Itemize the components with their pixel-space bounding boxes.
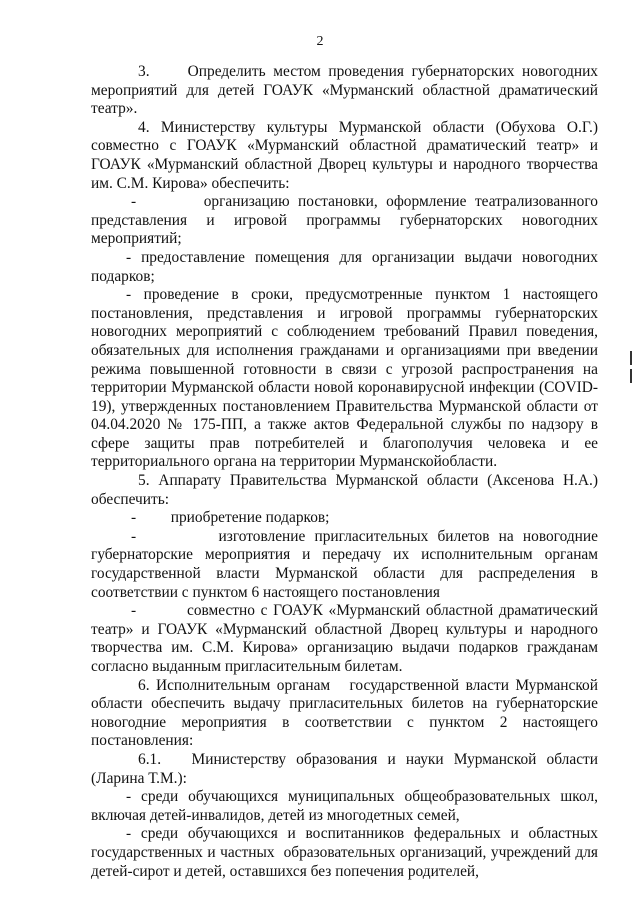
margin-mark — [630, 369, 632, 383]
document-body — [91, 63, 598, 881]
paragraph: 3. Определить местом проведения губернаторских новогодних мероприятий для детей ГОАУК «Мурманский областной драматический театр». — [91, 63, 598, 118]
paragraph: - среди обучающихся и воспитанников федеральных и областных государственных и частных образовательных организаций, учреждений для детей-сирот и детей, оставшихся без попечения родителей, — [91, 825, 598, 880]
paragraph: - организацию постановки, оформление театрализованного представления и игровой программы губернаторских новогодних мероприятий; — [91, 193, 598, 248]
paragraph: - среди обучающихся муниципальных общеобразовательных школ, включая детей-инвалидов, детей из многодетных семей, — [91, 788, 598, 824]
margin-mark — [630, 351, 632, 365]
paragraph: - предоставление помещения для организации выдачи новогодних подарков; — [91, 248, 598, 285]
paragraph: 6.1. Министерству образования и науки Мурманской области (Ларина Т.М.): — [91, 750, 598, 787]
paragraph: - проведение в сроки, предусмотренные пунктом 1 настоящего постановления, представления и игровой программы губернаторских новогодних мероприятий с соблюдением требований Правил поведения, обязательных для исполнения гражданами и организациями при введении режима повышенной готовности в связи с угрозой распространения на территории Мурманской области новой коронавирусной инфекции (COVID-19), утвержденных постановлением Правительства Мурманской области от 04.04.2020 № 175-ПП, а также актов Федеральной службы по надзору в сфере защиты прав потребителей и благополучия человека и ее территориального органа на территории Мурманскойобласти. — [91, 286, 598, 471]
paragraph: - совместно с ГОАУК «Мурманский областной драматический театр» и ГОАУК «Мурманский областной Дворец культуры и народного творчества им. С.М. Кирова» организацию выдачи подарков гражданам согласно выданным пригласительным билетам. — [91, 602, 598, 675]
page-number: 2 — [316, 34, 324, 49]
paragraph: 5. Аппарату Правительства Мурманской области (Аксенова Н.А.) обеспечить: — [91, 472, 598, 508]
paragraph: 6. Исполнительным органам государственной власти Мурманской области обеспечить выдачу пригласительных билетов на губернаторские новогодние мероприятия в соответствии с пунктом 2 настоящего постановления: — [91, 676, 598, 750]
paragraph: 4. Министерству культуры Мурманской области (Обухова О.Г.) совместно с ГОАУК «Мурманский областной драматический театр» и ГОАУК «Мурманский областной Дворец культуры и народного творчества им. С.М. Кирова» обеспечить: — [91, 118, 598, 192]
paragraph: - приобретение подарков; — [131, 509, 330, 527]
paragraph: - изготовление пригласительных билетов на новогодние губернаторские мероприятия и передачу их исполнительным органам государственной власти Мурманской области для распределения в соответствии с пунктом 6 настоящего постановления — [91, 527, 598, 601]
